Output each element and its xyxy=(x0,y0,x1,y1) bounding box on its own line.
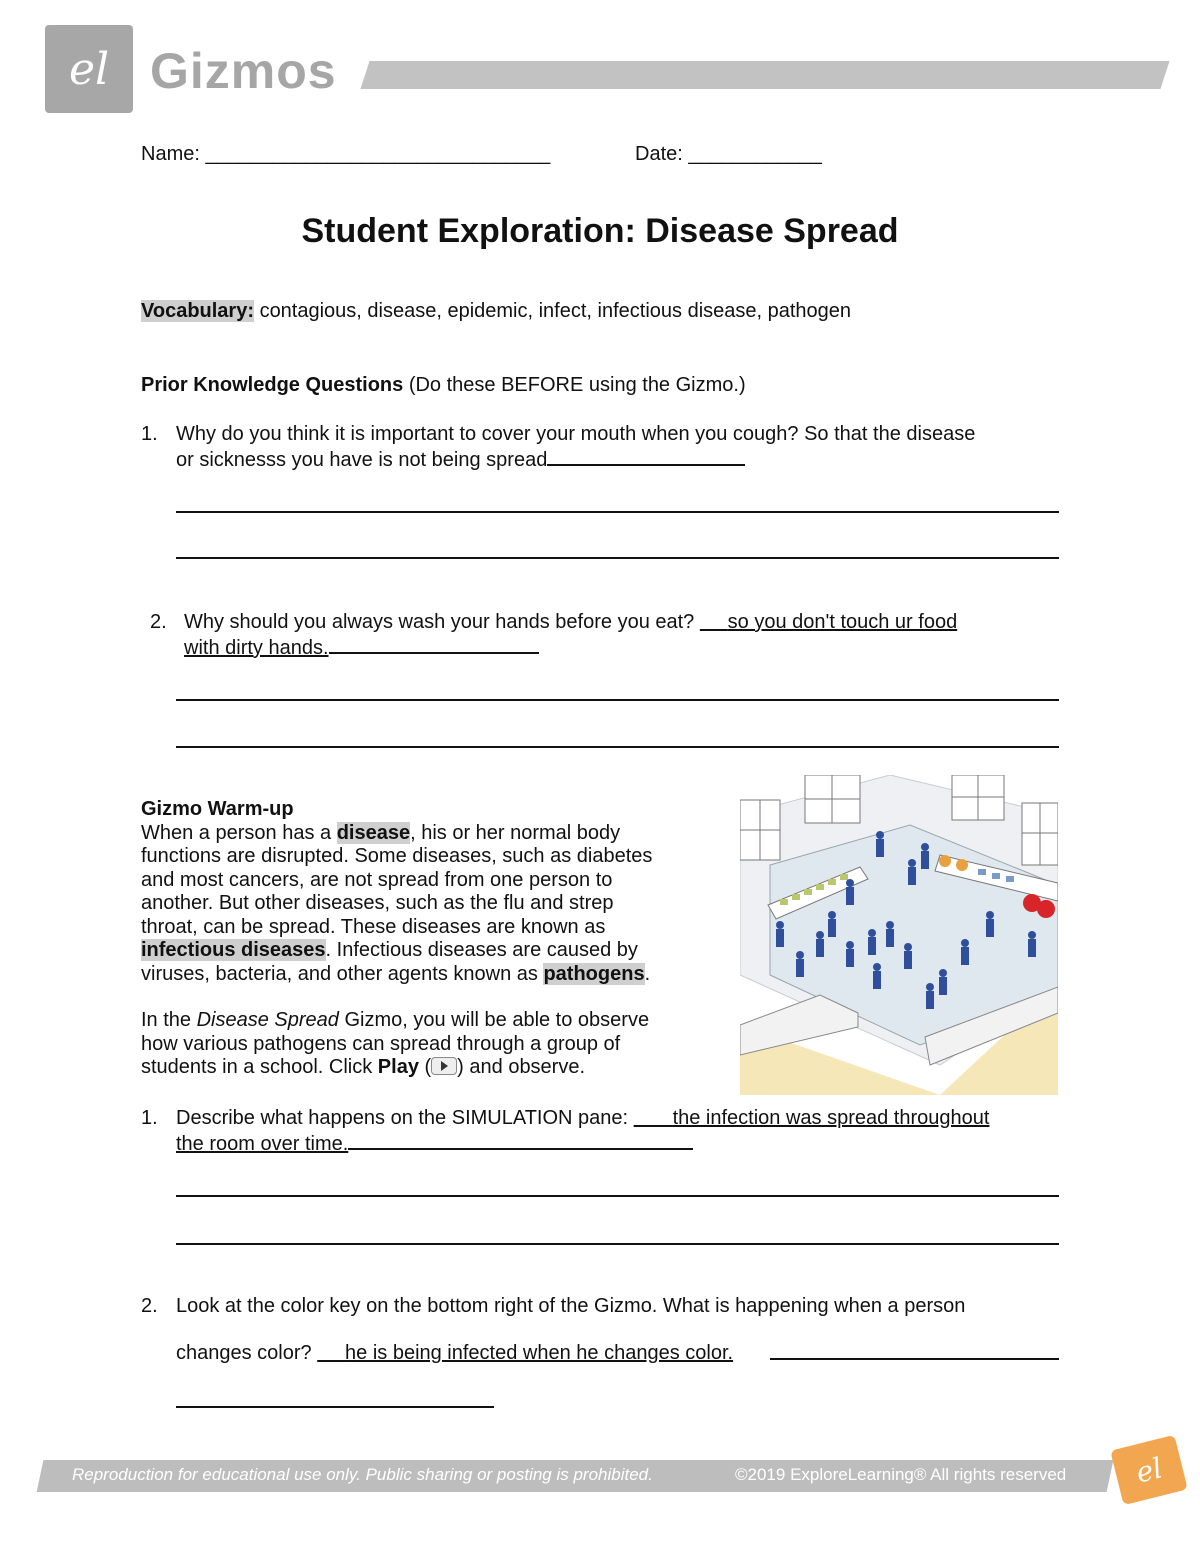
footer-notice: Reproduction for educational use only. Public sharing or posting is prohibited. xyxy=(72,1465,653,1484)
term-disease: disease xyxy=(336,821,411,844)
answer-rule xyxy=(770,1358,1059,1360)
vocabulary-line xyxy=(141,300,851,323)
explorelearning-logo: el xyxy=(45,25,133,113)
page-title: Student Exploration: Disease Spread xyxy=(301,212,899,250)
warmup-q2-answer[interactable]: he is being infected when he changes color. xyxy=(345,1342,734,1364)
header-bar xyxy=(360,61,1169,89)
warmup-q1-num: 1. xyxy=(141,1107,158,1129)
term-infectious-diseases: infectious diseases xyxy=(141,939,326,961)
date-line xyxy=(635,143,822,166)
warmup-q1-blank[interactable] xyxy=(348,1130,693,1150)
gizmos-brand: Gizmos xyxy=(150,43,337,99)
answer-rule xyxy=(176,746,1059,748)
prior-q1-text: Why do you think it is important to cover your mouth when you cough? So that the disease xyxy=(176,423,976,445)
warmup-q2-line2: changes color? he is being infected when he changes color. xyxy=(176,1342,734,1364)
prior-knowledge-heading: Prior Knowledge Questions (Do these BEFORE using the Gizmo.) xyxy=(141,374,746,396)
vocabulary-label: Vocabulary: xyxy=(141,300,254,322)
prior-q1-blank[interactable] xyxy=(547,446,745,466)
prior-q2-num: 2. xyxy=(150,611,167,633)
date-label: Date: xyxy=(635,143,683,165)
prior-q2-line2: with dirty hands. xyxy=(184,634,539,660)
answer-rule xyxy=(176,1243,1059,1245)
footer-copyright: ©2019 ExploreLearning® All rights reserved xyxy=(735,1465,1067,1484)
warmup-q1-line1: Describe what happens on the SIMULATION pane: the infection was spread throughout xyxy=(176,1107,990,1129)
date-blank[interactable]: ____________ xyxy=(688,143,822,165)
warmup-q1-answer[interactable]: the infection was spread throughout xyxy=(672,1107,990,1129)
answer-rule xyxy=(176,557,1059,559)
answer-rule xyxy=(176,1406,494,1408)
warmup-q2-text: Look at the color key on the bottom right of the Gizmo. What is happening when a person xyxy=(176,1295,966,1317)
play-label: Play xyxy=(377,1056,419,1078)
warmup-text: Gizmo Warm-up When a person has a disease, his or her normal body functions are disrupted. Some diseases, such as diabetes and most cancers, are not spread from one person to another. But other diseases, such as the flu and strep throat, can be spread. These diseases are known as infectious diseases. Infectious diseases are caused by viruses, bacteria, and other agents known as pathogens. In the Disease Spread Gizmo, you will be able to observe how various pathogens can spread through a group of students in a school. Click Play ( ) and observe. xyxy=(141,798,721,1080)
prior-q1-num: 1. xyxy=(141,423,158,445)
name-label: Name: xyxy=(141,143,200,165)
name-line xyxy=(141,143,550,166)
simulation-illustration xyxy=(740,775,1058,1095)
vocabulary-words: contagious, disease, epidemic, infect, infectious disease, pathogen xyxy=(259,300,852,322)
answer-rule xyxy=(176,699,1059,701)
footer-logo: el xyxy=(1110,1435,1188,1505)
prior-q2-line1: Why should you always wash your hands before you eat? so you don't touch ur food xyxy=(184,611,958,633)
answer-rule xyxy=(176,1195,1059,1197)
term-pathogens: pathogens xyxy=(543,962,645,985)
name-blank[interactable]: _______________________________ xyxy=(205,143,551,165)
warmup-heading: Gizmo Warm-up xyxy=(141,798,294,820)
warmup-q2-num: 2. xyxy=(141,1295,158,1317)
warmup-q1-line2: the room over time. xyxy=(176,1130,693,1156)
prior-q1-line2: or sicknesss you have is not being spread xyxy=(176,446,745,472)
answer-rule xyxy=(176,511,1059,513)
prior-q2-answer[interactable]: so you don't touch ur food xyxy=(727,611,958,633)
play-icon[interactable] xyxy=(431,1057,457,1075)
prior-q2-blank[interactable] xyxy=(329,634,539,654)
